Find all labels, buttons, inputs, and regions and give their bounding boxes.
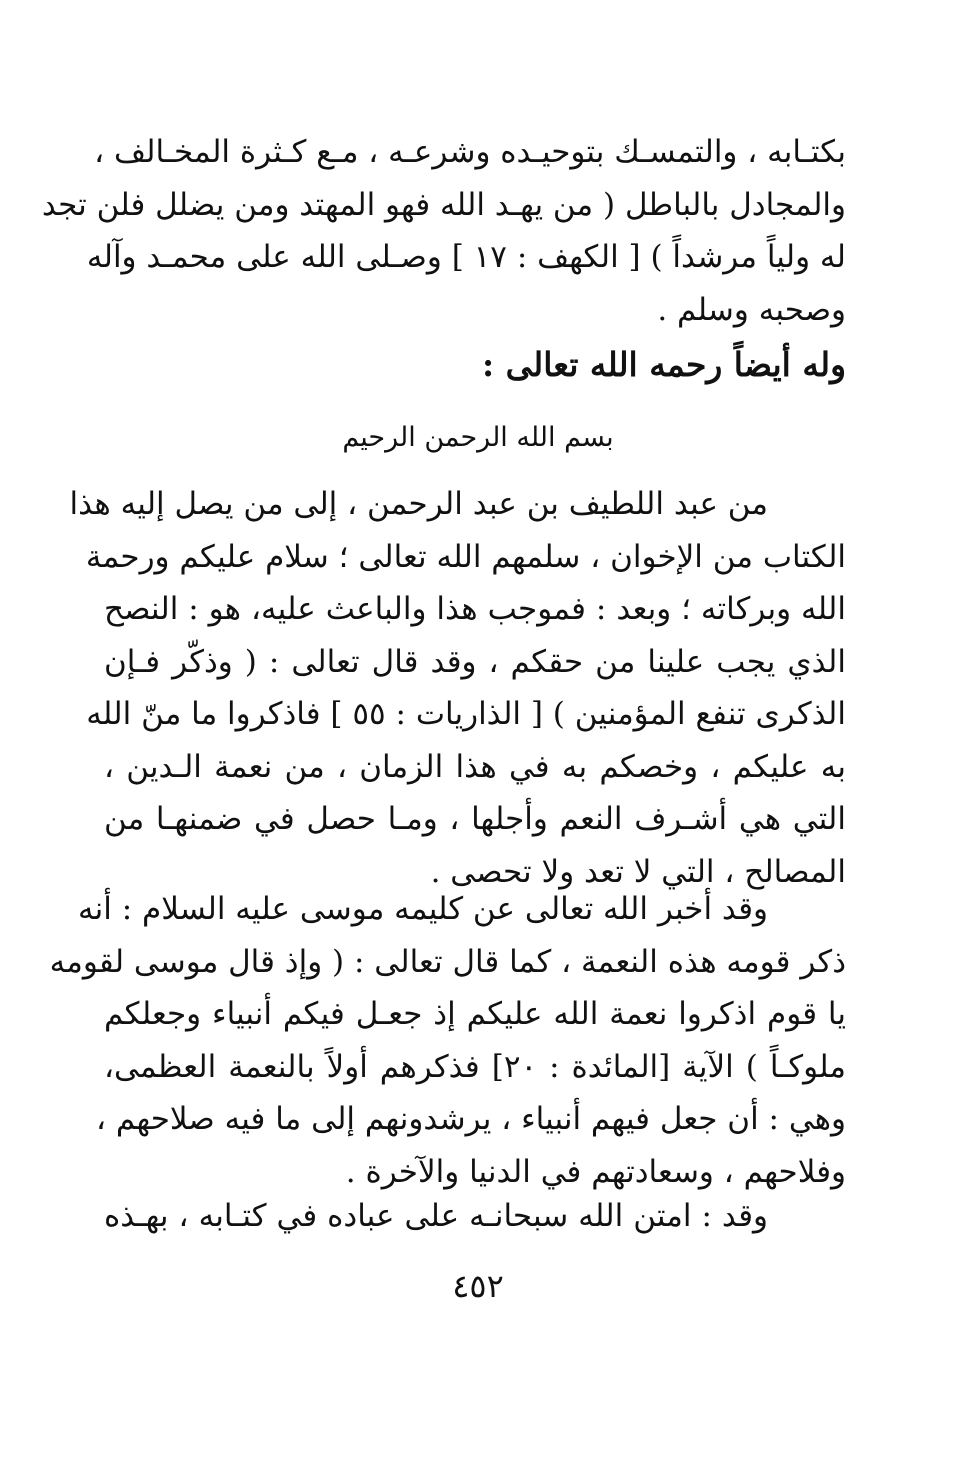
text-line: وصحبه وسلم . [657,291,846,328]
text-line: والمجادل بالباطل ( من يهـد الله فهو المهتد ومن يضلل فلن تجد [41,186,846,223]
text-line: به عليكم ، وخصكم به في هذا الزمان ، من نعمة الـدين ، [104,748,846,785]
text-line: يا قوم اذكروا نعمة الله عليكم إذ جعـل فيكم أنبياء وجعلكم [104,996,846,1032]
paragraph-2 [49,883,846,1198]
text-line: ملوكـاً ) الآية [المائدة : ٢٠] فذكرهم أولاً بالنعمة العظمى، [104,1048,846,1085]
text-line: التي هي أشـرف النعم وأجلها ، ومـا حصل في ضمنهـا من [104,801,846,837]
text-line: الذكرى تنفع المؤمنين ) [ الذاريات : ٥٥ ] فاذكروا ما منّ الله [86,696,846,732]
text-line: له ولياً مرشداً ) [ الكهف : ١٧ ] وصـلى الله على محمـد وآله [86,239,846,275]
section-heading: وله أيضاً رحمه الله تعالى : [482,345,846,384]
text-line: وقد : امتن الله سبحانـه على عباده في كتـابه ، بهـذه [104,1198,768,1234]
text-line: بكتـابه ، والتمسـك بتوحيـده وشرعـه ، مـع كـثرة المخـالف ، [94,134,846,170]
top-paragraph [41,126,846,336]
text-line: وهي : أن جعل فيهم أنبياء ، يرشدونهم إلى ما فيه صلاحهم ، [95,1101,846,1137]
basmala: بسم الله الرحمن الرحيم [342,422,614,453]
text-line: وفلاحهم ، وسعادتهم في الدنيا والآخرة . [345,1153,846,1190]
text-line: من عبد اللطيف بن عبد الرحمن ، إلى من يصل إليه هذا [69,486,768,522]
text-line: ذكر قومه هذه النعمة ، كما قال تعالى : ( وإذ قال موسى لقومه [49,943,846,980]
text-line: وقد أخبر الله تعالى عن كليمه موسى عليه السلام : أنه [78,891,768,927]
paragraph-1 [69,478,846,898]
text-line: الذي يجب علينا من حقكم ، وقد قال تعالى : ( وذكّر فـإن [104,643,846,680]
text-line: الله وبركاته ؛ وبعد : فموجب هذا والباعث عليه، هو : النصح [104,591,846,627]
text-line: الكتاب من الإخوان ، سلمهم الله تعالى ؛ سلام عليكم ورحمة [85,538,846,575]
page-number: ٤٥٢ [452,1267,504,1305]
text-line: المصالح ، التي لا تعد ولا تحصى . [430,853,846,890]
paragraph-3 [104,1190,846,1243]
